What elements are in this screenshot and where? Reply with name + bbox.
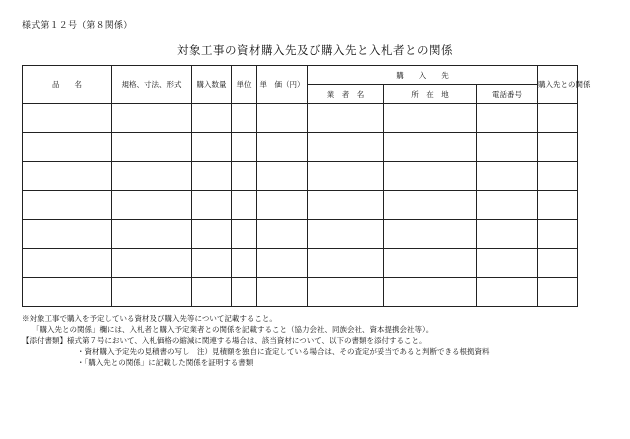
note-line: ・資材購入予定先の見積書の写し 注）見積額を独自に査定している場合は、その査定が妥当であると判断できる根拠資料	[77, 347, 490, 356]
header-supplier: 購 入 先	[308, 66, 538, 85]
header-spec: 規格、寸法、形式	[112, 66, 192, 104]
header-quantity: 購入数量	[192, 66, 232, 104]
cell[interactable]	[192, 220, 232, 249]
cell[interactable]	[257, 220, 308, 249]
purchase-table	[22, 65, 591, 307]
cell[interactable]	[192, 249, 232, 278]
cell[interactable]	[112, 191, 192, 220]
cell[interactable]	[538, 249, 578, 278]
cell[interactable]	[192, 278, 232, 307]
cell[interactable]	[477, 249, 538, 278]
cell[interactable]	[23, 249, 112, 278]
cell[interactable]	[23, 104, 112, 133]
cell[interactable]	[538, 162, 578, 191]
cell[interactable]	[232, 133, 257, 162]
cell[interactable]	[112, 278, 192, 307]
cell[interactable]	[257, 249, 308, 278]
cell[interactable]	[308, 249, 384, 278]
cell[interactable]	[308, 191, 384, 220]
cell[interactable]	[308, 104, 384, 133]
header-address: 所 在 地	[384, 85, 477, 104]
table-row	[23, 162, 578, 191]
cell[interactable]	[112, 220, 192, 249]
cell[interactable]	[384, 104, 477, 133]
header-unit: 単位	[232, 66, 257, 104]
cell[interactable]	[538, 278, 578, 307]
cell[interactable]	[232, 162, 257, 191]
cell[interactable]	[384, 249, 477, 278]
cell[interactable]	[477, 104, 538, 133]
cell[interactable]	[308, 278, 384, 307]
cell[interactable]	[112, 249, 192, 278]
cell[interactable]	[232, 191, 257, 220]
table-row	[23, 133, 578, 162]
cell[interactable]	[477, 278, 538, 307]
cell[interactable]	[232, 104, 257, 133]
cell[interactable]	[112, 162, 192, 191]
cell[interactable]	[23, 278, 112, 307]
cell[interactable]	[384, 133, 477, 162]
cell[interactable]	[257, 104, 308, 133]
cell[interactable]	[477, 133, 538, 162]
cell[interactable]	[308, 220, 384, 249]
cell[interactable]	[257, 278, 308, 307]
cell[interactable]	[257, 162, 308, 191]
cell[interactable]	[538, 191, 578, 220]
header-item-name: 品 名	[23, 66, 112, 104]
cell[interactable]	[538, 220, 578, 249]
cell[interactable]	[384, 191, 477, 220]
cell[interactable]	[257, 133, 308, 162]
cell[interactable]	[232, 220, 257, 249]
note-line: ・「購入先との関係」に記載した関係を証明する書類	[77, 358, 254, 367]
cell[interactable]	[477, 220, 538, 249]
header-relationship: 購入先との関係	[538, 66, 578, 104]
notes	[22, 313, 490, 368]
form-number: 様式第１２号（第８関係）	[22, 21, 133, 31]
cell[interactable]	[538, 104, 578, 133]
cell[interactable]	[192, 104, 232, 133]
header-phone: 電話番号	[477, 85, 538, 104]
table-row	[23, 278, 578, 307]
header-unit-price: 単 価（円）	[257, 66, 308, 104]
cell[interactable]	[308, 162, 384, 191]
table-row	[23, 220, 578, 249]
table-row	[23, 249, 578, 278]
cell[interactable]	[538, 133, 578, 162]
cell[interactable]	[257, 191, 308, 220]
cell[interactable]	[23, 133, 112, 162]
note-line: ※対象工事で購入を予定している資材及び購入先等について記載すること。	[22, 314, 277, 323]
note-line: 「購入先との関係」欄には、入札者と購入予定業者との関係を記載すること（協力会社、同族会社、資本提携会社等）。	[32, 325, 434, 334]
table-row	[23, 104, 578, 133]
cell[interactable]	[384, 278, 477, 307]
cell[interactable]	[308, 133, 384, 162]
cell[interactable]	[232, 278, 257, 307]
cell[interactable]	[192, 162, 232, 191]
cell[interactable]	[23, 191, 112, 220]
cell[interactable]	[192, 191, 232, 220]
cell[interactable]	[192, 133, 232, 162]
table-row	[23, 191, 578, 220]
header-row-1	[23, 66, 578, 85]
cell[interactable]	[232, 249, 257, 278]
cell[interactable]	[477, 162, 538, 191]
cell[interactable]	[112, 104, 192, 133]
cell[interactable]	[23, 220, 112, 249]
cell[interactable]	[384, 162, 477, 191]
note-line: 【添付書類】様式第７号において、入札価格の縮減に関連する場合は、該当資材について、以下の書類を添付すること。	[22, 336, 427, 345]
cell[interactable]	[477, 191, 538, 220]
cell[interactable]	[112, 133, 192, 162]
page-title: 対象工事の資材購入先及び購入先と入札者との関係	[177, 43, 453, 57]
cell[interactable]	[384, 220, 477, 249]
header-company-name: 業 者 名	[308, 85, 384, 104]
cell[interactable]	[23, 162, 112, 191]
